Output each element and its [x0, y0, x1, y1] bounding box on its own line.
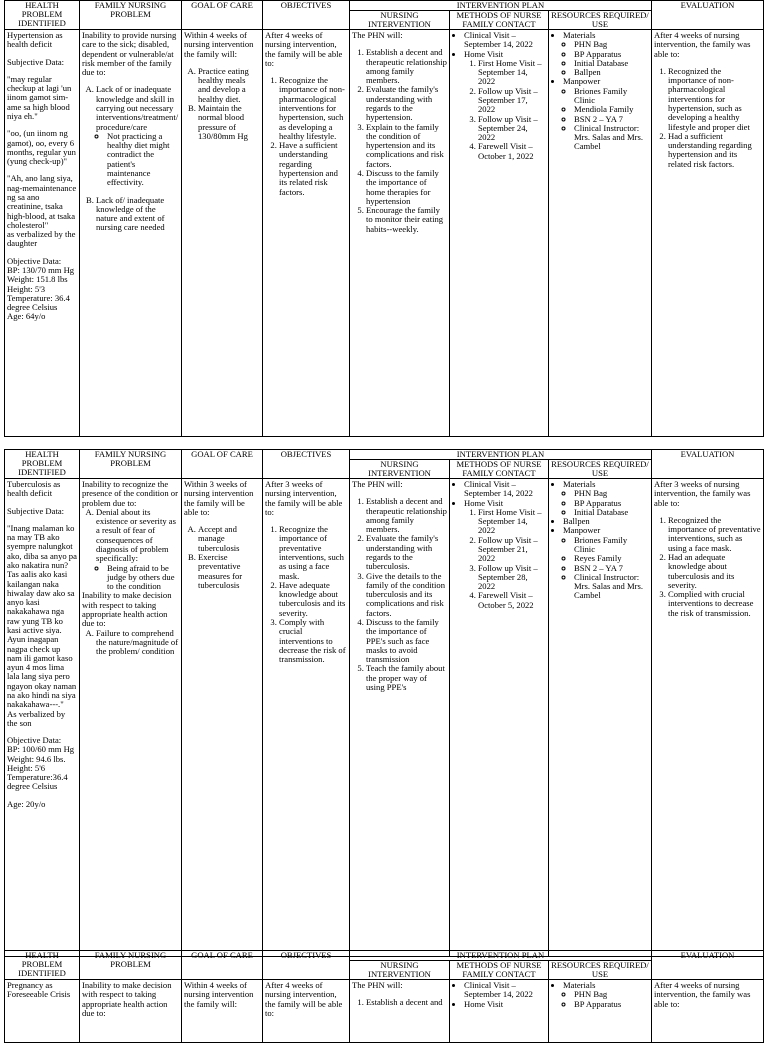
family-problem-intro: Inability to recognize the presence of the condition or problem due to:	[82, 479, 178, 508]
method-clinical-visit: • Clinical Visit – September 14, 2022	[464, 981, 546, 1000]
problem-title: Tuberculosis as health deficit	[7, 479, 61, 499]
nursing-item-3: 3. Explain to the family the condition of hypertension and its complications and risk factors.	[366, 123, 447, 169]
cell-evaluation	[652, 980, 764, 1043]
header-resources: RESOURCES REQUIRED/ USE	[549, 961, 652, 980]
evaluation-intro: After 4 weeks of nursing intervention, the family was able to:	[654, 980, 751, 1009]
family-problem-intro: Inability to make decision with respect to taking appropriate health action due to:	[82, 980, 172, 1018]
header-evaluation: EVALUATION	[652, 1, 764, 30]
cell-problem	[5, 30, 80, 437]
objective-label: Objective Data:	[7, 735, 62, 746]
header-intervention-plan: INTERVENTION PLAN	[350, 1, 652, 11]
goal-intro: Within 4 weeks of nursing intervention the family will:	[184, 980, 254, 1009]
header-nursing-intervention: NURSING INTERVENTION	[350, 11, 450, 30]
resource-initial-database: ◦ Initial Database	[574, 508, 649, 517]
family-problem-intro: Inability to provide nursing care to the sick; disabled, dependent or vulnerable/at risk member of the family due to:	[82, 30, 177, 78]
resource-phn-bag: ◦ PHN Bag	[574, 40, 649, 49]
care-plan-table-tuberculosis	[4, 449, 764, 957]
evaluation-3: 3. Complied with crucial interventions to decrease the risk of transmission.	[668, 590, 761, 618]
subjective-label: Subjective Data:	[7, 505, 65, 516]
nursing-item-3: 3. Give the details to the family of the condition tuberculosis and its complications and risk factors.	[366, 572, 447, 618]
height-value: Height: 5'6	[7, 762, 46, 773]
cell-methods	[450, 30, 549, 437]
nursing-intro: The PHN will:	[352, 479, 403, 490]
resource-materials: • Materials ◦ PHN Bag ◦ BP Apparatus	[563, 981, 649, 1009]
header-goal: GOAL OF CARE	[182, 450, 263, 479]
manpower-4: ◦ Clinical Instructor: Mrs. Salas and Mrs. Cambel	[574, 124, 649, 152]
family-problem-b: A. Failure to comprehend the nature/magnitude of the problem/ condition	[96, 629, 179, 657]
evaluation-intro: After 4 weeks of nursing intervention, the family was able to:	[654, 30, 751, 59]
resource-ballpen: • Ballpen	[563, 517, 649, 526]
goal-a: A. Practice eating healthy meals and develop a healthy diet.	[198, 67, 260, 104]
resource-bp-apparatus: ◦ BP Apparatus	[574, 499, 649, 508]
cell-goal	[182, 980, 263, 1043]
objective-1: 1. Recognize the importance of non-pharmacological interventions for hypertension, such as developing a healthy lifestyle.	[279, 76, 347, 141]
cell-resources	[549, 30, 652, 437]
quote: "Inang malaman ko na may TB ako syempre nalungkot ako, diba sa anyo pa ako nakatira nun? Tas aalis ako kasi kailangan naka hiwalay daw ako sa anyo kasi nakakahawa nga raw yung TB ko kasi active siya. Ayun inagapan nagpa check up nam ili gamot kaso ayun 4 mos lima lala lang siya pero ngayon okay naman na ako hindi na siya nakakahawa---."	[7, 522, 77, 710]
goal-b: B. Exercise preventative measures for tuberculosis	[198, 553, 260, 590]
header-family-problem: FAMILY NURSING PROBLEM	[80, 951, 182, 980]
resource-materials: • Materials ◦ PHN Bag ◦ BP Apparatus ◦ Initial Database ◦ Ballpen	[563, 31, 649, 77]
nursing-item-2: 2. Evaluate the family's understanding with regards to the tuberculosis.	[366, 534, 447, 571]
cell-nursing-intervention	[350, 479, 450, 957]
goal-a: A. Accept and manage tuberculosis	[198, 525, 260, 553]
cell-family-problem	[80, 980, 182, 1043]
evaluation-1: 1. Recognized the importance of non-pharmacological interventions for hypertension, such as developing a healthy lifestyle and proper diet	[668, 67, 761, 132]
header-family-problem: FAMILY NURSING PROBLEM	[80, 450, 182, 479]
cell-goal	[182, 30, 263, 437]
objective-1: 1. Recognize the importance of preventative interventions, such as using a face mask.	[279, 525, 347, 581]
home-visit-2: 2. Follow up Visit – September 17, 2022	[478, 87, 546, 115]
header-intervention-plan: INTERVENTION PLAN	[350, 951, 652, 961]
objectives-intro: After 4 weeks of nursing intervention, the family will be able to:	[265, 30, 343, 68]
method-home-visit: • Home Visit	[464, 1000, 546, 1009]
cell-objectives	[263, 479, 350, 957]
cell-nursing-intervention	[350, 30, 450, 437]
nursing-item-5: 5. Teach the family about the proper way of using PPE's	[366, 664, 447, 692]
home-visit-1: 1. First Home Visit – September 14, 2022	[478, 59, 546, 87]
resource-bp-apparatus: ◦ BP Apparatus	[574, 1000, 649, 1009]
home-visit-1: 1. First Home Visit – September 14, 2022	[478, 508, 546, 536]
home-visit-4: 4. Farewell Visit – October 1, 2022	[478, 142, 546, 161]
cell-family-problem	[80, 30, 182, 437]
care-plan-table-pregnancy	[4, 950, 764, 1043]
nursing-item-2: 2. Evaluate the family's understanding with regards to the hypertension.	[366, 85, 447, 122]
manpower-2: ◦ Reyes Family	[574, 554, 649, 563]
home-visit-4: 4. Farewell Visit – October 5, 2022	[478, 591, 546, 610]
manpower-1: ◦ Briones Family Clinic	[574, 87, 649, 106]
home-visit-3: 3. Follow up Visit – September 24, 2022	[478, 115, 546, 143]
cell-objectives	[263, 980, 350, 1043]
header-goal: GOAL OF CARE	[182, 951, 263, 980]
age-value: Age: 20y/o	[7, 798, 46, 809]
care-plan-table-hypertension	[4, 0, 764, 437]
goal-b: B. Maintain the normal blood pressure of 130/80mm Hg	[198, 104, 260, 141]
cell-resources	[549, 980, 652, 1043]
nursing-intro: The PHN will:	[352, 30, 403, 41]
objective-2: 2. Have adequate knowledge about tuberculosis and its severity.	[279, 581, 347, 618]
cell-objectives	[263, 30, 350, 437]
manpower-4: ◦ Clinical Instructor: Mrs. Salas and Mrs. Cambel	[574, 573, 649, 601]
temperature-value: Temperature: 36.4 degree Celsius	[7, 292, 70, 313]
evaluation-intro: After 3 weeks of nursing intervention, the family was able to:	[654, 479, 751, 508]
nursing-item-4: 4. Discuss to the family the importance of home therapies for hypertension	[366, 169, 447, 206]
nursing-item-4: 4. Discuss to the family the importance of PPE's such as face masks to avoid transmission	[366, 618, 447, 664]
cell-goal	[182, 479, 263, 957]
family-problem-a: A. Lack of or inadequate knowledge and skill in carrying out necessary interventions/treatment/ procedure/care ◦ Not practicing a healthy diet might contradict the patient's maintenance effectivity.	[96, 85, 179, 187]
header-intervention-plan: INTERVENTION PLAN	[350, 450, 652, 460]
weight-value: Weight: 94.6 lbs.	[7, 753, 66, 764]
nursing-item-5: 5. Encourage the family to monitor their eating habits--weekly.	[366, 206, 447, 234]
bp-value: BP: 100/60 mm Hg	[7, 744, 75, 755]
weight-value: Weight: 151.8 lbs	[7, 274, 68, 285]
method-home-visit: • Home Visit 1. First Home Visit – September 14, 2022 2. Follow up Visit – September 21, 2022 3. Follow up Visit – September 28, 2022 4. Farewell Visit – October 5, 2022	[464, 499, 546, 610]
family-problem-a-sub: ◦ Not practicing a healthy diet might contradict the patient's maintenance effectivity.	[107, 132, 179, 188]
evaluation-2: 2. Had an adequate knowledge about tuberculosis and its severity.	[668, 553, 761, 590]
verbalized-by: as verbalized by the daughter	[7, 229, 76, 249]
nursing-item-1: 1. Establish a decent and therapeutic relationship among family members.	[366, 497, 447, 534]
manpower-2: ◦ Mendiola Family	[574, 105, 649, 114]
cell-problem	[5, 980, 80, 1043]
header-family-problem: FAMILY NURSING PROBLEM	[80, 1, 182, 30]
family-problem-intro-2: Inability to make decision with respect to taking appropriate health action due to:	[82, 590, 172, 629]
resource-bp-apparatus: ◦ BP Apparatus	[574, 50, 649, 59]
header-problem: HEALTH PROBLEM IDENTIFIED	[5, 1, 80, 30]
method-home-visit: • Home Visit 1. First Home Visit – September 14, 2022 2. Follow up Visit – September 17, 2022 3. Follow up Visit – September 24, 2022 4. Farewell Visit – October 1, 2022	[464, 50, 546, 161]
header-objectives: OBJECTIVES	[263, 1, 350, 30]
verbalized-by: As verbalized by the son	[7, 708, 66, 728]
resource-phn-bag: ◦ PHN Bag	[574, 990, 649, 999]
header-evaluation: EVALUATION	[652, 450, 764, 479]
resource-manpower: • Manpower ◦ Briones Family Clinic ◦ Mendiola Family ◦ BSN 2 – YA 7 ◦ Clinical Instructor: Mrs. Salas and Mrs. Cambel	[563, 77, 649, 151]
cell-resources	[549, 479, 652, 957]
header-goal: GOAL OF CARE	[182, 1, 263, 30]
header-resources: RESOURCES REQUIRED/ USE	[549, 11, 652, 30]
nursing-intro: The PHN will:	[352, 980, 403, 991]
quote-1: "may regular checkup at lagi 'un iinom gamot sim-ame sa high blood niya eh."	[7, 73, 72, 122]
header-objectives: OBJECTIVES	[263, 450, 350, 479]
cell-methods	[450, 980, 549, 1043]
objectives-intro: After 4 weeks of nursing intervention, the family will be able to:	[265, 980, 343, 1018]
nursing-item-1: 1. Establish a decent and	[366, 998, 447, 1007]
cell-methods	[450, 479, 549, 957]
method-clinical-visit: • Clinical Visit – September 14, 2022	[464, 480, 546, 499]
resource-materials: • Materials ◦ PHN Bag ◦ BP Apparatus ◦ Initial Database	[563, 480, 649, 517]
method-clinical-visit: • Clinical Visit – September 14, 2022	[464, 31, 546, 50]
header-evaluation: EVALUATION	[652, 951, 764, 980]
height-value: Height: 5'3	[7, 283, 46, 294]
header-resources: RESOURCES REQUIRED/ USE	[549, 460, 652, 479]
cell-problem	[5, 479, 80, 957]
cell-evaluation	[652, 479, 764, 957]
header-objectives: OBJECTIVES	[263, 951, 350, 980]
header-methods: METHODS OF NURSE FAMILY CONTACT	[450, 961, 549, 980]
resource-manpower: • Manpower ◦ Briones Family Clinic ◦ Reyes Family ◦ BSN 2 – YA 7 ◦ Clinical Instructor: Mrs. Salas and Mrs. Cambel	[563, 526, 649, 600]
resource-initial-database: ◦ Initial Database	[574, 59, 649, 68]
age-value: Age: 64y/o	[7, 311, 46, 322]
objective-3: 3. Comply with crucial interventions to decrease the risk of transmission.	[279, 618, 347, 664]
header-nursing-intervention: NURSING INTERVENTION	[350, 961, 450, 980]
evaluation-2: 2. Had a sufficient understanding regarding hypertension and its related risk factors.	[668, 132, 761, 169]
evaluation-1: 1. Recognized the importance of preventative interventions, such as using a face mask.	[668, 516, 761, 553]
cell-evaluation	[652, 30, 764, 437]
problem-title: Pregnancy as Foreseeable Crisis	[7, 980, 71, 1000]
header-methods: METHODS OF NURSE FAMILY CONTACT	[450, 460, 549, 479]
header-methods: METHODS OF NURSE FAMILY CONTACT	[450, 11, 549, 30]
home-visit-3: 3. Follow up Visit – September 28, 2022	[478, 564, 546, 592]
manpower-3: ◦ BSN 2 – YA 7	[574, 564, 649, 573]
temperature-value: Temperature:36.4 degree Celsius	[7, 772, 68, 792]
resource-phn-bag: ◦ PHN Bag	[574, 489, 649, 498]
resource-ballpen: ◦ Ballpen	[574, 68, 649, 77]
home-visit-2: 2. Follow up Visit – September 21, 2022	[478, 536, 546, 564]
bp-value: BP: 130/70 mm Hg	[7, 264, 75, 275]
objective-label: Objective Data:	[7, 255, 62, 266]
nursing-item-1: 1. Establish a decent and therapeutic relationship among family members.	[366, 48, 447, 85]
objective-2: 2. Have a sufficient understanding regarding hypertension and its related risk factors.	[279, 141, 347, 197]
manpower-1: ◦ Briones Family Clinic	[574, 536, 649, 555]
family-problem-a-sub: ◦ Being afraid to be judge by others due to the condition	[107, 564, 179, 592]
quote-2: "oo, (un iinom ng gamot), oo, every 6 months, regular yun (yung check-up)"	[7, 128, 76, 167]
goal-intro: Within 4 weeks of nursing intervention the family will:	[184, 30, 254, 59]
header-problem: HEALTH PROBLEM IDENTIFIED	[5, 951, 80, 980]
problem-title: Hypertension as health deficit	[7, 30, 63, 50]
subjective-label: Subjective Data:	[7, 56, 65, 67]
family-problem-a: A. Denial about its existence or severity as a result of fear of consequences of diagnosis of problem specifically: ◦ Being afraid to be judge by others due to the condition	[96, 508, 179, 592]
cell-nursing-intervention	[350, 980, 450, 1043]
family-problem-b: B. Lack of/ inadequate knowledge of the nature and extent of nursing care needed	[96, 196, 179, 233]
quote-3: "Ah, ano lang siya, nag-memaintenance ng sa ano creatinine, tsaka high-blood, at tsaka cholesterol"	[7, 173, 77, 230]
header-problem: HEALTH PROBLEM IDENTIFIED	[5, 450, 80, 479]
manpower-3: ◦ BSN 2 – YA 7	[574, 115, 649, 124]
objectives-intro: After 3 weeks of nursing intervention, the family will be able to:	[265, 479, 343, 517]
header-nursing-intervention: NURSING INTERVENTION	[350, 460, 450, 479]
cell-family-problem	[80, 479, 182, 957]
goal-intro: Within 3 weeks of nursing intervention the family will be able to:	[184, 479, 254, 517]
